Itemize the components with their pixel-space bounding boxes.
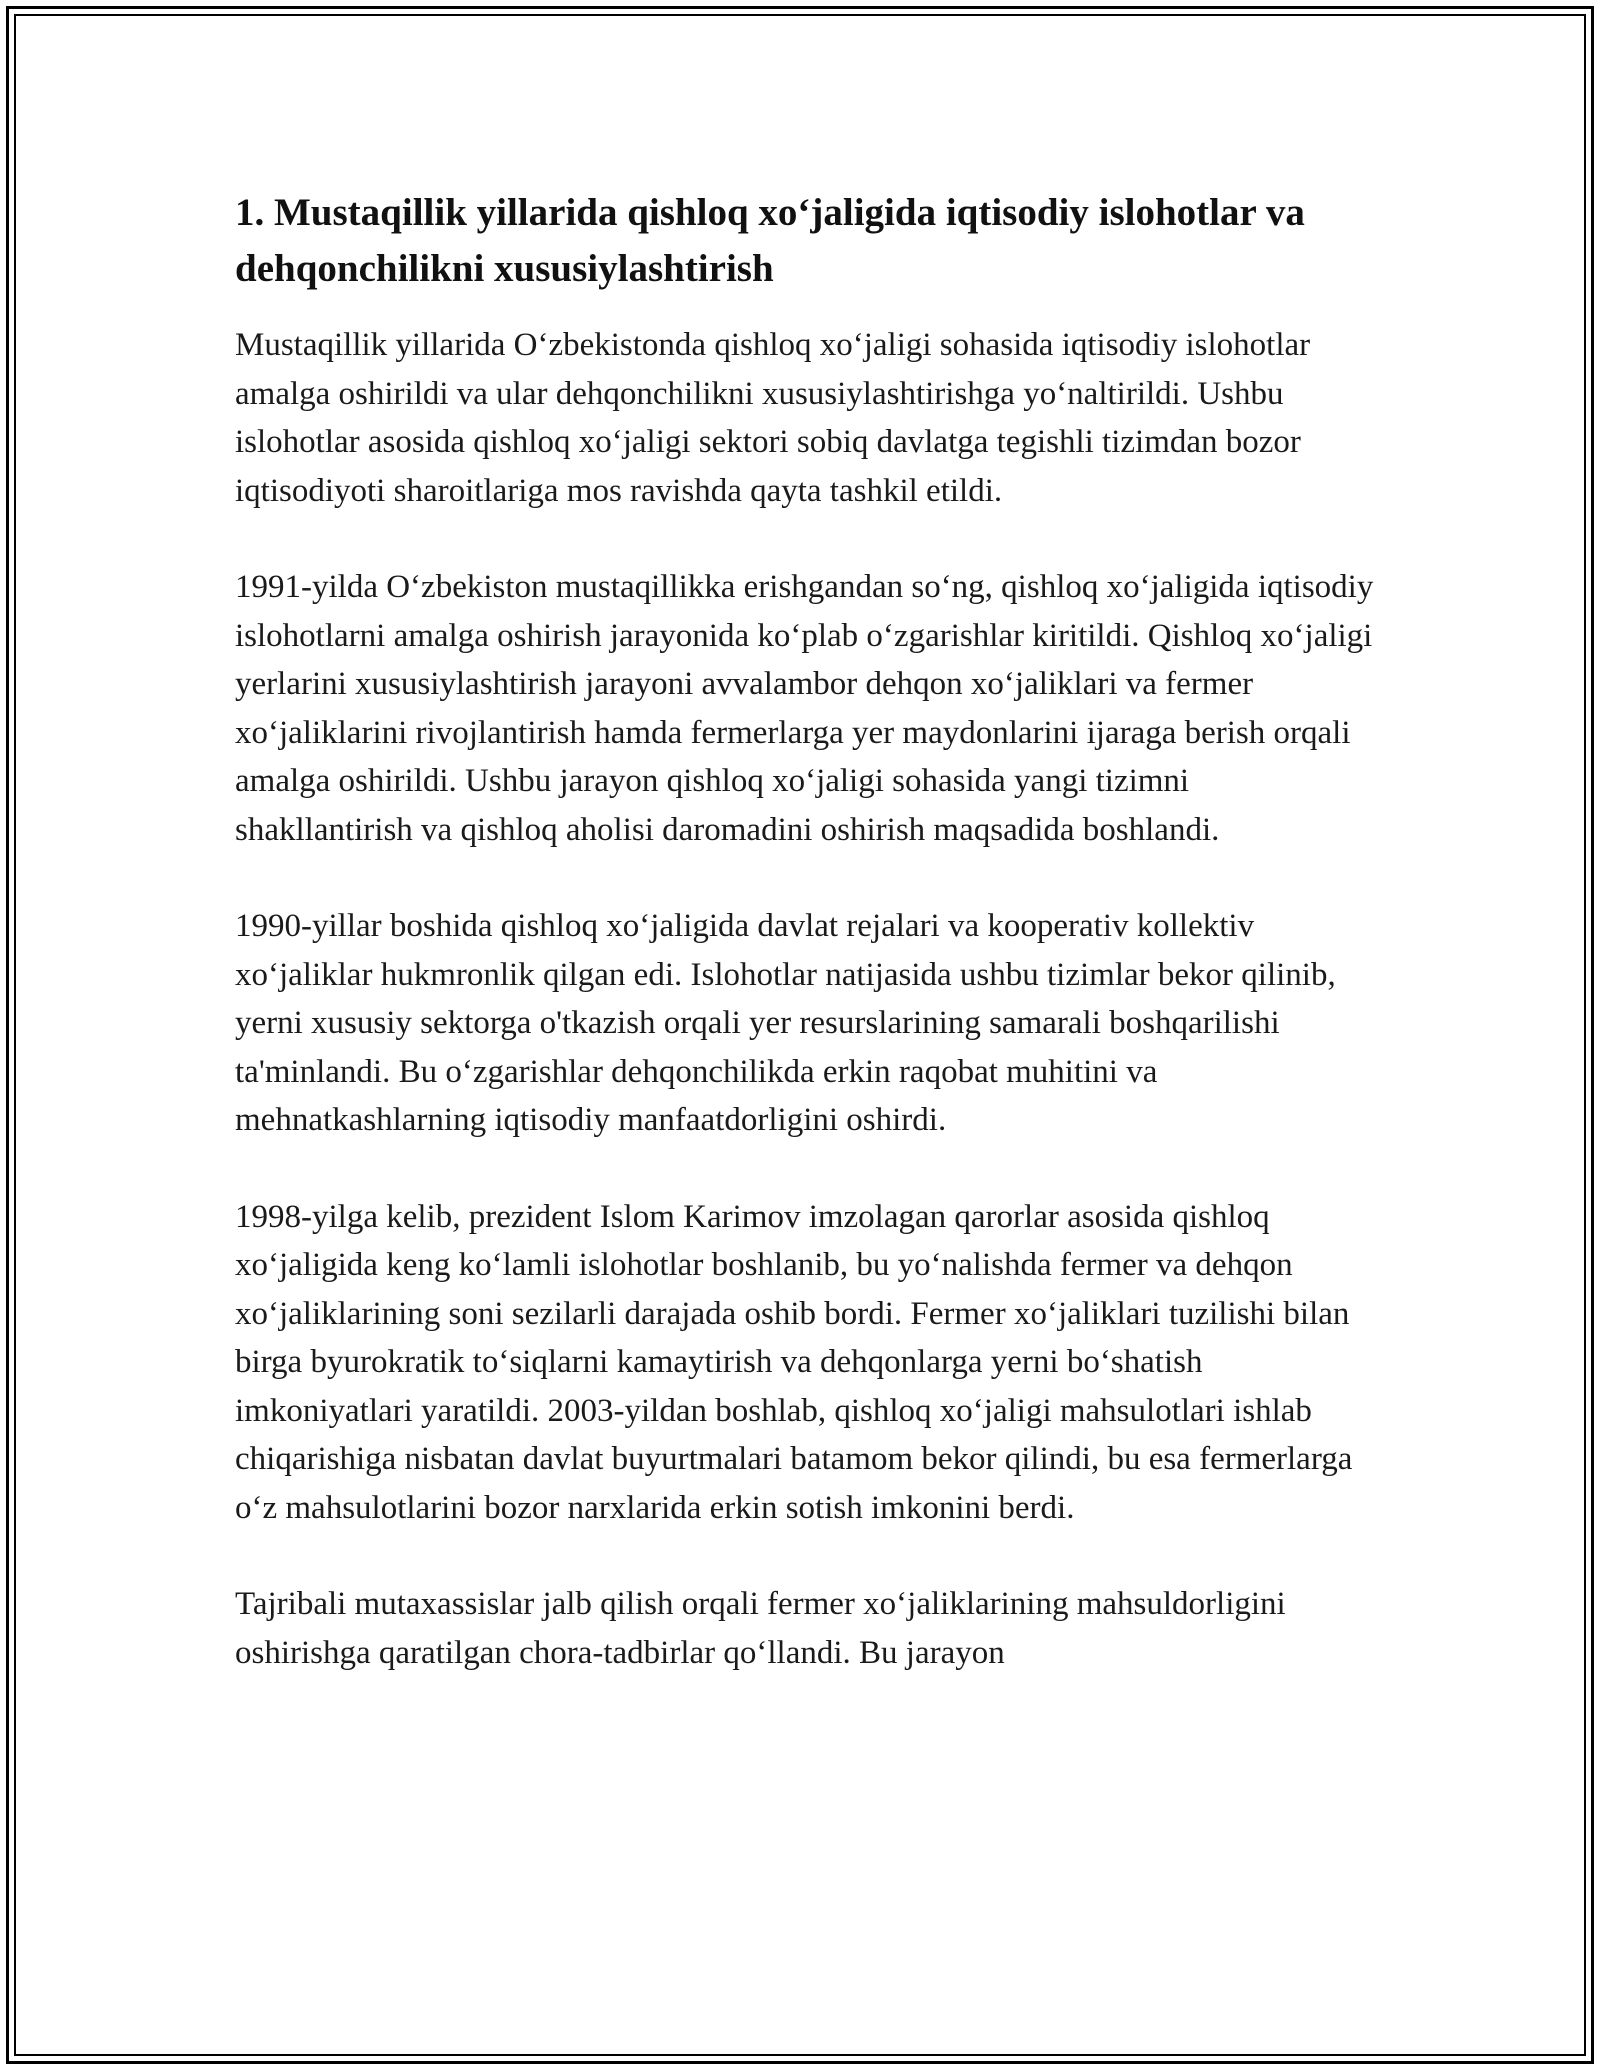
section-title: 1. Mustaqillik yillarida qishloq xo‘jaligida iqtisodiy islohotlar va dehqonchilikni xususiylashtirish xyxy=(235,191,1305,290)
paragraph-3: 1990-yillar boshida qishloq xo‘jaligida davlat rejalari va kooperativ kollektiv xo‘jaliklar hukmronlik qilgan edi. Islohotlar natijasida ushbu tizimlar bekor qilinib, yerni xususiy sektorga o'tkazish orqali yer resurslarining samarali boshqarilishi ta'minlandi. Bu o‘zgarishlar dehqonchilikda erkin raqobat muhitini va mehnatkashlarning iqtisodiy manfaatdorligini oshirdi. xyxy=(235,908,1336,1138)
paragraph-4: 1998-yilga kelib, prezident Islom Karimov imzolagan qarorlar asosida qishloq xo‘jaligida keng ko‘lamli islohotlar boshlanib, bu yo‘nalishda fermer va dehqon xo‘jaliklarining soni sezilarli darajada oshib bordi. Fermer xo‘jaliklari tuzilishi bilan birga byurokratik to‘siqlarni kamaytirish va dehqonlarga yerni bo‘shatish imkoniyatlari yaratildi. 2003-yildan boshlab, qishloq xo‘jaligi mahsulotlari ishlab chiqarishiga nisbatan davlat buyurtmalari batamom bekor qilindi, bu esa fermerlarga o‘z mahsulotlarini bozor narxlarida erkin sotish imkonini berdi. xyxy=(235,1198,1353,1526)
paragraph-2: 1991-yilda O‘zbekiston mustaqillikka erishgandan so‘ng, qishloq xo‘jaligida iqtisodiy islohotlarni amalga oshirish jarayonida ko‘plab o‘zgarishlar kiritildi. Qishloq xo‘jaligi yerlarini xususiylashtirish jarayoni avvalambor dehqon xo‘jaliklari va fermer xo‘jaliklarini rivojlantirish hamda fermerlarga yer maydonlarini ijaraga berish orqali amalga oshirildi. Ushbu jarayon qishloq xo‘jaligi sohasida yangi tizimni shakllantirish va qishloq aholisi daromadini oshirish maqsadida boshlandi. xyxy=(235,569,1374,848)
document-body xyxy=(235,185,1375,1725)
paragraph-1: Mustaqillik yillarida O‘zbekistonda qishloq xo‘jaligi sohasida iqtisodiy islohotlar amalga oshirildi va ular dehqonchilikni xususiylashtirishga yo‘naltirildi. Ushbu islohotlar asosida qishloq xo‘jaligi sektori sobiq davlatga tegishli tizimdan bozor iqtisodiyoti sharoitlariga mos ravishda qayta tashkil etildi. xyxy=(235,327,1311,509)
paragraph-5: Tajribali mutaxassislar jalb qilish orqali fermer xo‘jaliklarining mahsuldorligini oshirishga qaratilgan chora-tadbirlar qo‘llandi. Bu jarayon xyxy=(235,1586,1286,1671)
